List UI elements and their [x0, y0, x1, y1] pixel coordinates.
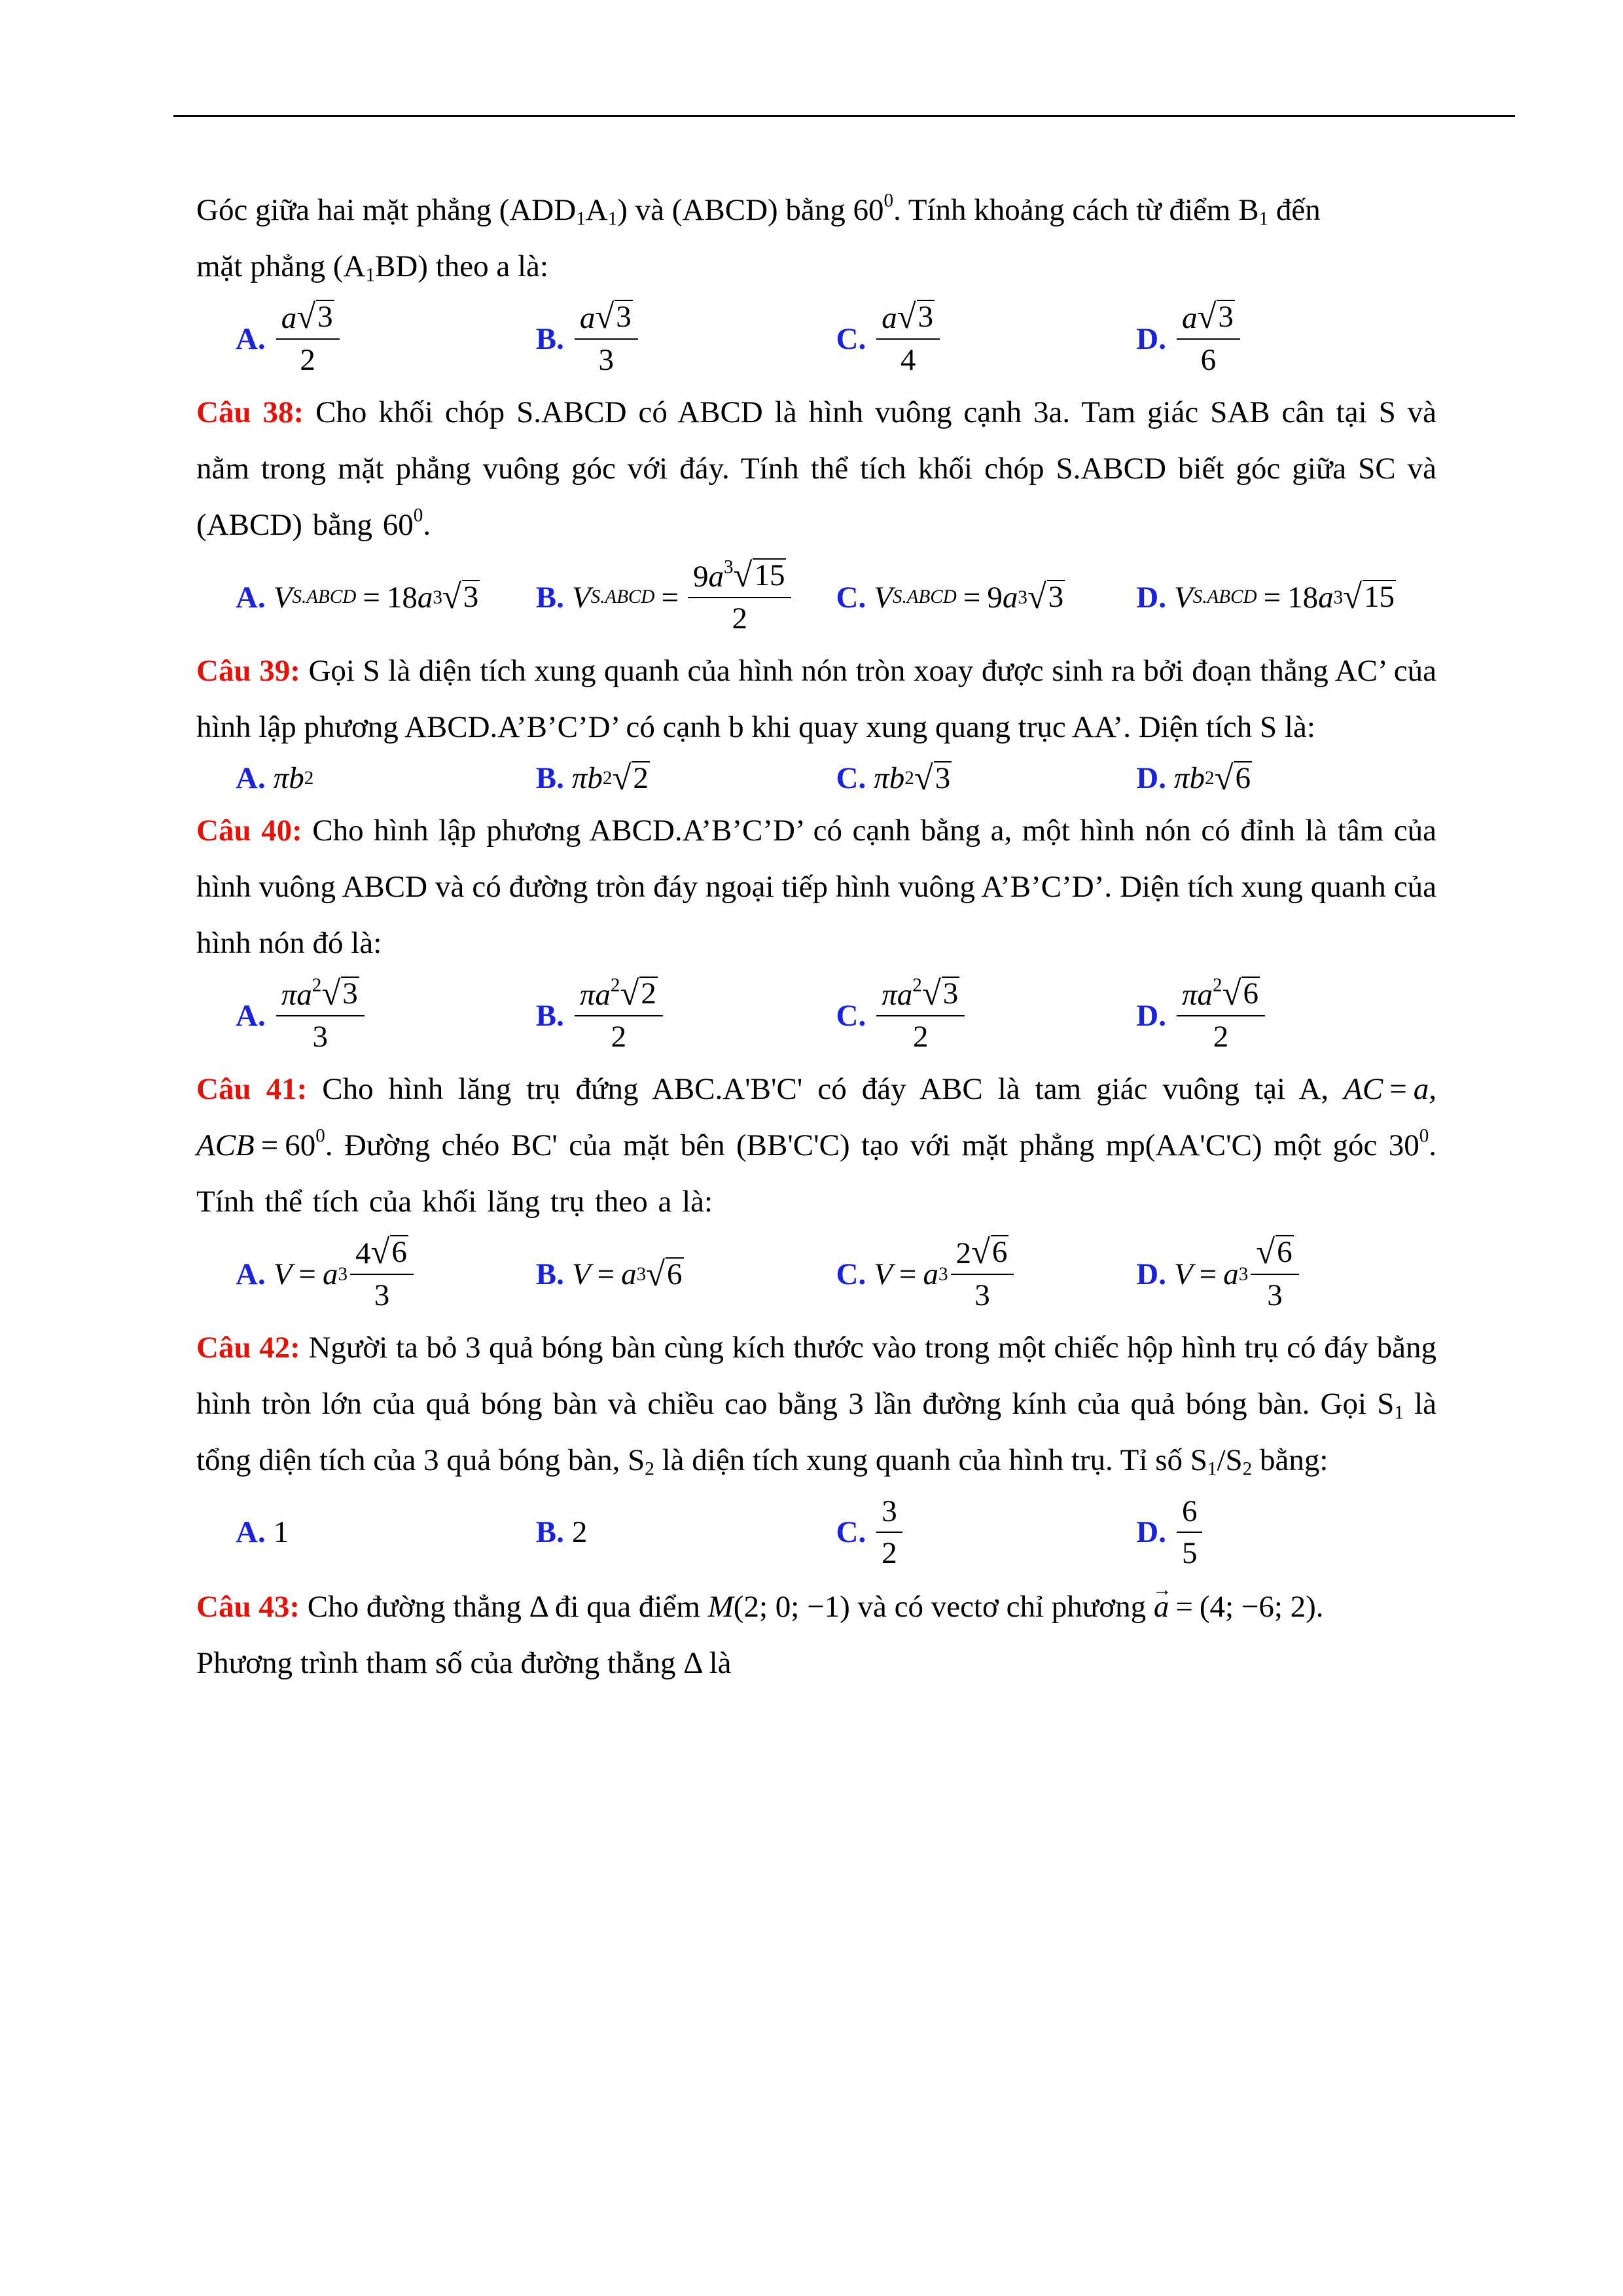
intro-line-1: Góc giữa hai mặt phẳng $(ADD_1A_1)$ và (ABCD) bằng $60^0$. Tính khoảng cách từ điểm $B_1$ đến	[196, 190, 1321, 230]
q42-option-a[interactable]: A. 1	[236, 1515, 289, 1550]
q41-option-a[interactable]: A. V = a 3 4 √ 6 3	[236, 1235, 536, 1313]
intro-option-c[interactable]: C. a √ 3 4	[836, 300, 1137, 378]
intro-options	[236, 300, 1436, 378]
q41-option-b[interactable]: B. V = a 3 √ 6	[535, 1255, 683, 1293]
q39-option-b[interactable]: B. πb 2 √ 2	[535, 759, 649, 797]
question-40: Câu 40: Cho hình lập phương ABCD.A’B’C’D’ có cạnh bằng a, một hình nón có đỉnh là tâm của hình vuông ABCD và có đường tròn đáy ngoại tiếp hình vuông A’B’C’D’. Diện tích xung quanh của hình nón đó là:	[196, 814, 1436, 961]
q40-option-a[interactable]: A. $\pi a^2$ √ 3 3	[236, 977, 536, 1054]
q41-option-d[interactable]: D. V = a 3 √ 6 3	[1136, 1235, 1436, 1313]
question-38: Câu 38: Cho khối chóp S.ABCD có ABCD là hình vuông cạnh 3a. Tam giác SAB cân tại S và nằm trong mặt phẳng vuông góc với đáy. Tính thể tích khối chóp S.ABCD biết góc giữa SC và (ABCD) bằng $60^0$.	[196, 395, 1436, 543]
q42-option-b[interactable]: B. 2	[535, 1515, 588, 1550]
question-38-options	[236, 558, 1436, 636]
intro-option-d[interactable]: D. a √ 3 6	[1136, 300, 1436, 378]
question-39: Câu 39: Gọi S là diện tích xung quanh của hình nón tròn xoay được sinh ra bởi đoạn thẳng AC’ của hình lập phương ABCD.A’B’C’D’ có cạnh b khi quay xung quang trục AA’. Diện tích S là:	[196, 654, 1436, 745]
q42-option-d[interactable]: D. $\frac{6}{5}$	[1136, 1494, 1436, 1571]
header-rule	[173, 115, 1515, 117]
q42-option-c[interactable]: C. $\frac{3}{2}$	[836, 1494, 1137, 1571]
q38-option-a[interactable]: A. V S.ABCD = 18 a 3 √ 3	[236, 578, 479, 617]
question-39-options	[236, 761, 1436, 796]
q39-option-a[interactable]: A. πb 2	[236, 761, 314, 796]
intro-line-2: mặt phẳng $(A_1BD)$ theo a là:	[196, 249, 548, 286]
question-42-options	[236, 1494, 1436, 1571]
question-42: Câu 42: Người ta bỏ 3 quả bóng bàn cùng kích thước vào trong một chiếc hộp hình trụ có đáy bằng hình tròn lớn của quả bóng bàn và chiều cao bằng 3 lần đường kính của quả bóng bàn. Gọi $S_1$ là tổng diện tích của 3 quả bóng bàn, $S_2$ là diện tích xung quanh của hình trụ. Tỉ số $S_1/S_2$ bằng:	[196, 1331, 1437, 1480]
question-40-options	[236, 977, 1436, 1054]
q40-option-b[interactable]: B. $\pi a^2$ √ 2 2	[536, 977, 836, 1054]
q38-option-d[interactable]: D. V S.ABCD = 18 a 3 √ 15	[1136, 578, 1395, 617]
q40-option-c[interactable]: C. $\pi a^2$ √ 3 2	[836, 977, 1137, 1054]
vector-a: → a	[1154, 1579, 1169, 1635]
q41-option-c[interactable]: C. V = a 3 2 √ 6 3	[836, 1235, 1137, 1313]
question-43: Câu 43: Cho đường thẳng Δ đi qua điểm M(2; 0; −1) và có vectơ chỉ phương → a = (4; −6; 2). Phương trình tham số của đường thẳng Δ là	[196, 1579, 1436, 1691]
q39-option-c[interactable]: C. πb 2 √ 3	[836, 759, 951, 797]
question-41: Câu 41: Cho hình lăng trụ đứng ABC.A'B'C' có đáy ABC là tam giác vuông tại A, AC = a, ACB = $60^0$. Đường chéo BC' của mặt bên (BB'C'C) tạo với mặt phẳng mp(AA'C'C) một góc $30^0$. Tính thể tích của khối lăng trụ theo a là:	[196, 1072, 1437, 1219]
q38-option-b[interactable]: B. V S.ABCD = $9a^3$ √ 15 2	[536, 558, 836, 636]
q39-option-d[interactable]: D. πb 2 √ 6	[1136, 759, 1251, 797]
q38-option-c[interactable]: C. V S.ABCD = 9 a 3 √ 3	[836, 578, 1064, 617]
q40-option-d[interactable]: D. $\pi a^2$ √ 6 2	[1136, 977, 1436, 1054]
question-41-options	[236, 1235, 1436, 1313]
intro-option-b[interactable]: B. a √ 3 3	[536, 300, 836, 378]
page-content	[196, 182, 1436, 1691]
intro-option-a[interactable]: A. a √ 3 2	[236, 300, 536, 378]
